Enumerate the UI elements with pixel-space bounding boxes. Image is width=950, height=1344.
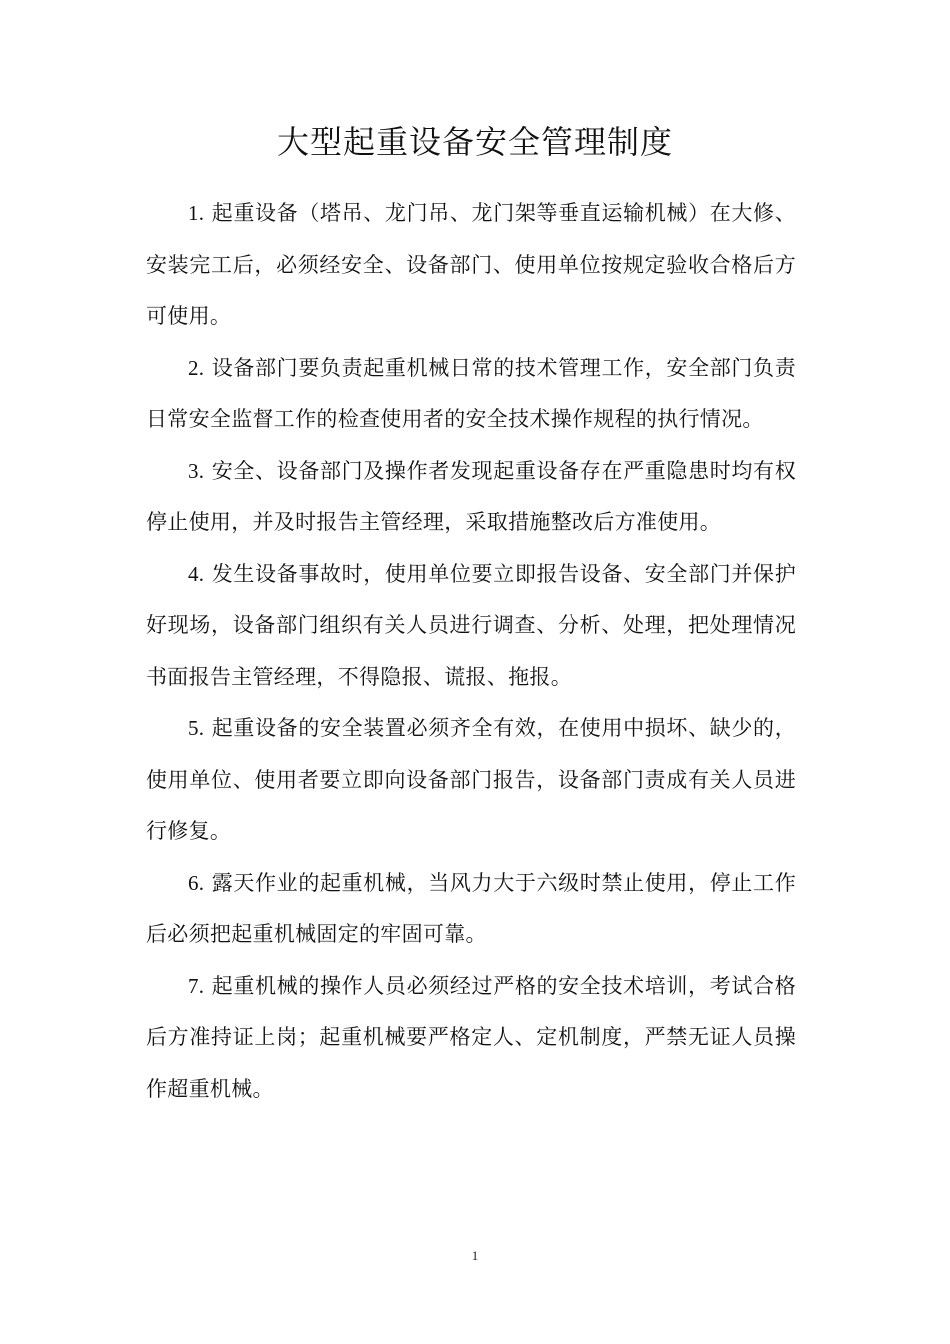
paragraph-number: 7.: [188, 973, 205, 998]
paragraph-2: [146, 343, 796, 446]
paragraph-text: 设备部门要负责起重机械日常的技术管理工作，安全部门负责日常安全监督工作的检查使用者的安全技术操作规程的执行情况。: [146, 355, 796, 431]
paragraph-text: 发生设备事故时，使用单位要立即报告设备、安全部门并保护好现场，设备部门组织有关人员进行调查、分析、处理，把处理情况书面报告主管经理，不得隐报、谎报、拖报。: [146, 561, 796, 689]
paragraph-6: [146, 858, 796, 961]
document-body: [146, 188, 796, 1115]
page-number: 1: [471, 1248, 479, 1263]
paragraph-number: 1.: [188, 201, 205, 225]
paragraph-text: 起重设备的安全装置必须齐全有效，在使用中损坏、缺少的，使用单位、使用者要立即向设备部门报告，设备部门责成有关人员进行修复。: [146, 716, 796, 843]
page-title: 大型起重设备安全管理制度: [276, 123, 673, 161]
paragraph-4: [146, 549, 796, 704]
paragraph-number: 4.: [188, 561, 205, 586]
paragraph-7: [146, 961, 796, 1116]
paragraph-text: 露天作业的起重机械，当风力大于六级时禁止使用，停止工作后必须把起重机械固定的牢固可靠。: [146, 870, 796, 946]
paragraph-3: [146, 446, 796, 549]
paragraph-number: 2.: [188, 355, 205, 380]
paragraph-number: 6.: [188, 870, 205, 895]
paragraph-number: 5.: [188, 716, 205, 740]
paragraph-text: 安全、设备部门及操作者发现起重设备存在严重隐患时均有权停止使用，并及时报告主管经理，采取措施整改后方准使用。: [146, 458, 796, 534]
paragraph-text: 起重设备（塔吊、龙门吊、龙门架等垂直运输机械）在大修、安装完工后，必须经安全、设备部门、使用单位按规定验收合格后方可使用。: [146, 201, 796, 328]
paragraph-number: 3.: [188, 458, 205, 483]
paragraph-1: [146, 188, 796, 343]
paragraph-text: 起重机械的操作人员必须经过严格的安全技术培训，考试合格后方准持证上岗；起重机械要严格定人、定机制度，严禁无证人员操作超重机械。: [146, 973, 796, 1101]
paragraph-5: [146, 703, 796, 858]
